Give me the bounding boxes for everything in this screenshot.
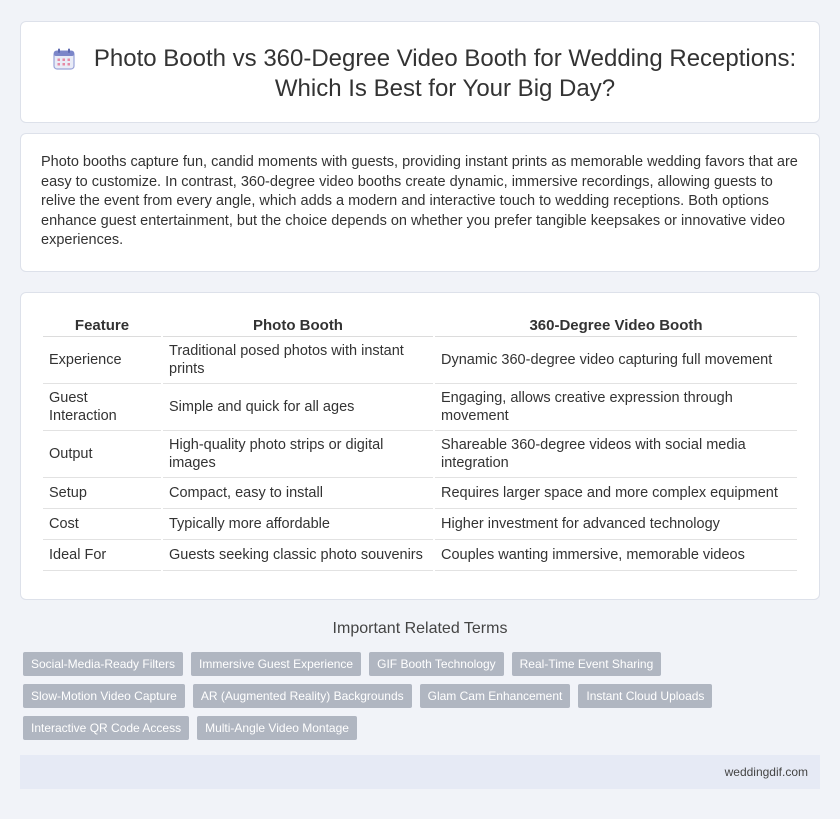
related-term-tag[interactable]: GIF Booth Technology <box>369 652 504 676</box>
cell-feature: Ideal For <box>43 540 161 571</box>
table-row <box>43 431 797 478</box>
related-term-tag[interactable]: Immersive Guest Experience <box>191 652 361 676</box>
table-row <box>43 384 797 431</box>
table-row <box>43 478 797 509</box>
related-term-tag[interactable]: Instant Cloud Uploads <box>578 684 712 708</box>
cell-video-booth: Shareable 360-degree videos with social media integration <box>435 431 797 478</box>
related-term-tag[interactable]: Glam Cam Enhancement <box>420 684 571 708</box>
title-card <box>20 21 820 123</box>
footer-site-link[interactable]: weddingdif.com <box>724 765 808 779</box>
related-terms-heading: Important Related Terms <box>332 620 508 637</box>
cell-feature: Setup <box>43 478 161 509</box>
comparison-card <box>20 292 820 600</box>
related-term-tag[interactable]: AR (Augmented Reality) Backgrounds <box>193 684 412 708</box>
cell-photo-booth: Compact, easy to install <box>163 478 433 509</box>
table-row <box>43 337 797 384</box>
cell-video-booth: Couples wanting immersive, memorable videos <box>435 540 797 571</box>
header-video-booth: 360-Degree Video Booth <box>435 313 797 337</box>
cell-video-booth: Higher investment for advanced technology <box>435 509 797 540</box>
table-header-row <box>43 313 797 337</box>
footer <box>20 755 820 789</box>
related-term-tag[interactable]: Interactive QR Code Access <box>23 716 189 740</box>
cell-photo-booth: High-quality photo strips or digital images <box>163 431 433 478</box>
cell-photo-booth: Typically more affordable <box>163 509 433 540</box>
comparison-table <box>41 313 799 571</box>
cell-feature: Guest Interaction <box>43 384 161 431</box>
cell-photo-booth: Simple and quick for all ages <box>163 384 433 431</box>
cell-video-booth: Requires larger space and more complex equipment <box>435 478 797 509</box>
intro-paragraph: Photo booths capture fun, candid moments with guests, providing instant prints as memorable wedding favors that are easy to customize. In contrast, 360-degree video booths create dynamic, immersive recordings, allowing guests to relive the event from every angle, which adds a modern and interactive touch to wedding receptions. Both options enhance guest entertainment, but the choice depends on whether you prefer tangible keepsakes or innovative video experiences. <box>41 154 798 248</box>
cell-photo-booth: Guests seeking classic photo souvenirs <box>163 540 433 571</box>
cell-feature: Experience <box>43 337 161 384</box>
table-row <box>43 540 797 571</box>
related-term-tag[interactable]: Social-Media-Ready Filters <box>23 652 183 676</box>
cell-video-booth: Engaging, allows creative expression through movement <box>435 384 797 431</box>
related-term-tag[interactable]: Slow-Motion Video Capture <box>23 684 185 708</box>
related-terms-list <box>23 652 823 740</box>
table-row <box>43 509 797 540</box>
cell-video-booth: Dynamic 360-degree video capturing full movement <box>435 337 797 384</box>
cell-feature: Output <box>43 431 161 478</box>
header-photo-booth: Photo Booth <box>163 313 433 337</box>
cell-photo-booth: Traditional posed photos with instant prints <box>163 337 433 384</box>
page-title: Photo Booth vs 360-Degree Video Booth for Wedding Receptions: Which Is Best for Your Big Day? <box>93 45 797 102</box>
intro-card <box>20 133 820 272</box>
header-feature: Feature <box>43 313 161 337</box>
related-term-tag[interactable]: Multi-Angle Video Montage <box>197 716 357 740</box>
related-term-tag[interactable]: Real-Time Event Sharing <box>512 652 662 676</box>
cell-feature: Cost <box>43 509 161 540</box>
